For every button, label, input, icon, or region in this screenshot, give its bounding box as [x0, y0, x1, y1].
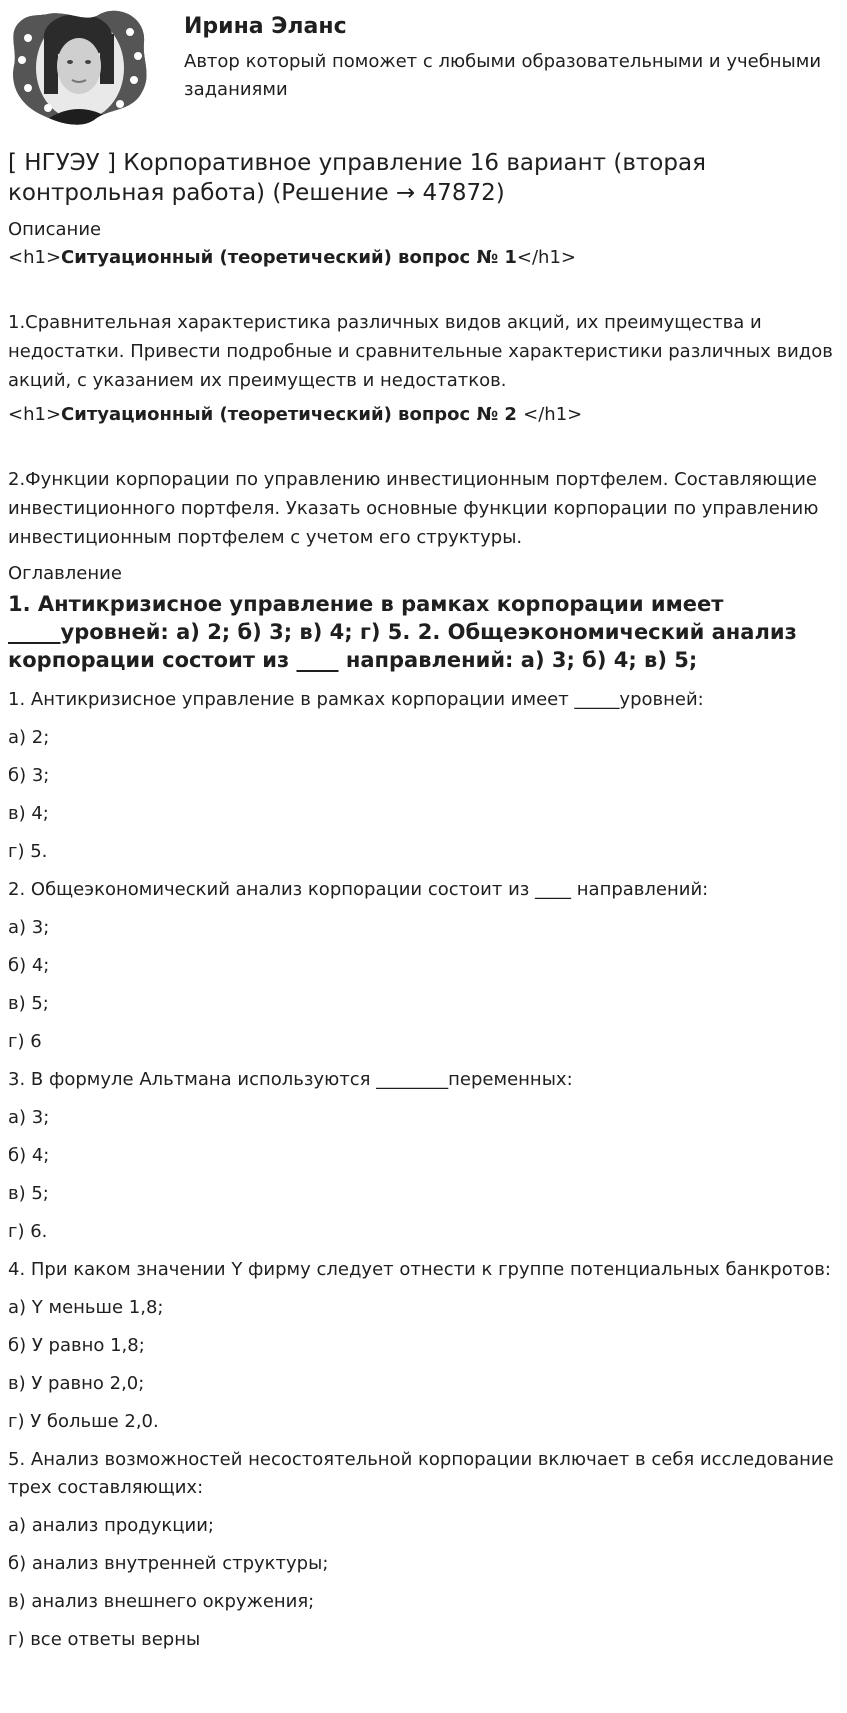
toc-line: а) 3; — [8, 1107, 50, 1128]
toc-line: г) 5. — [8, 841, 48, 862]
toc-line: г) 6. — [8, 1221, 48, 1242]
toc-line: в) анализ внешнего окружения; — [8, 1591, 315, 1612]
toc-line: а) анализ продукции; — [8, 1515, 214, 1536]
toc-line: а) Y меньше 1,8; — [8, 1297, 164, 1318]
work-title: [ НГУЭУ ] Корпоративное управление 16 вариант (вторая контрольная работа) (Решение → 47872) — [8, 150, 706, 206]
toc-line: а) 2; — [8, 727, 50, 748]
toc-label: Оглавление — [8, 563, 122, 584]
toc-line: в) 5; — [8, 993, 49, 1014]
question-1-text: 1.Сравнительная характеристика различных видов акций, их преимущества и недостатки. Привести подробные и сравнительные характеристики различных видов акций, с указанием их преимуществ и недостатков. — [8, 312, 833, 391]
toc-line: г) все ответы верны — [8, 1629, 201, 1650]
toc-line: а) 3; — [8, 917, 50, 938]
q2-heading-suffix: </h1> — [523, 404, 583, 425]
author-card — [8, 8, 838, 128]
toc-line: 1. Антикризисное управление в рамках корпорации имеет _____уровней: — [8, 689, 704, 710]
question-2-heading — [8, 401, 838, 429]
toc-line: г) 6 — [8, 1031, 42, 1052]
toc-line: в) У равно 2,0; — [8, 1373, 145, 1394]
question-2-text: 2.Функции корпорации по управлению инвестиционным портфелем. Составляющие инвестиционного портфеля. Указать основные функции корпорации по управлению инвестиционным портфелем с учетом его структуры. — [8, 469, 819, 548]
toc-line: б) 4; — [8, 1145, 50, 1166]
toc-heading: 1. Антикризисное управление в рамках корпорации имеет _____уровней: а) 2; б) 3; в) 4; г) 5. 2. Общеэкономический анализ корпорации состоит из ____ направлений: а) 3; б) 4; в) 5; — [8, 592, 797, 672]
q1-heading-prefix: <h1> — [8, 247, 62, 268]
toc-line: б) 4; — [8, 955, 50, 976]
toc-line: в) 4; — [8, 803, 49, 824]
work-content — [8, 148, 838, 1664]
q1-heading-suffix: </h1> — [516, 247, 576, 268]
toc-line: 5. Анализ возможностей несостоятельной корпорации включает в себя исследование трех составляющих: — [8, 1449, 834, 1498]
toc-line: б) 3; — [8, 765, 50, 786]
q1-heading-text: Ситуационный (теоретический) вопрос № 1 — [61, 247, 517, 268]
toc-line: 4. При каком значении Y фирму следует отнести к группе потенциальных банкротов: — [8, 1259, 831, 1280]
question-1-heading — [8, 244, 838, 272]
avatar-frame-shape — [8, 8, 153, 126]
author-name[interactable]: Ирина Эланс — [184, 14, 347, 39]
toc-line: б) У равно 1,8; — [8, 1335, 145, 1356]
author-description: Автор который поможет с любыми образовательными и учебными заданиями — [184, 51, 822, 100]
q2-heading-text: Ситуационный (теоретический) вопрос № 2 — [61, 404, 524, 425]
toc-line: г) У больше 2,0. — [8, 1411, 159, 1432]
toc-lines — [8, 686, 838, 1654]
toc-line: б) анализ внутренней структуры; — [8, 1553, 329, 1574]
toc-line: 2. Общеэкономический анализ корпорации состоит из ____ направлений: — [8, 879, 709, 900]
author-avatar[interactable] — [8, 8, 153, 126]
description-label: Описание — [8, 219, 102, 240]
toc-line: 3. В формуле Альтмана используются ________переменных: — [8, 1069, 573, 1090]
toc-line: в) 5; — [8, 1183, 49, 1204]
q2-heading-prefix: <h1> — [8, 404, 62, 425]
